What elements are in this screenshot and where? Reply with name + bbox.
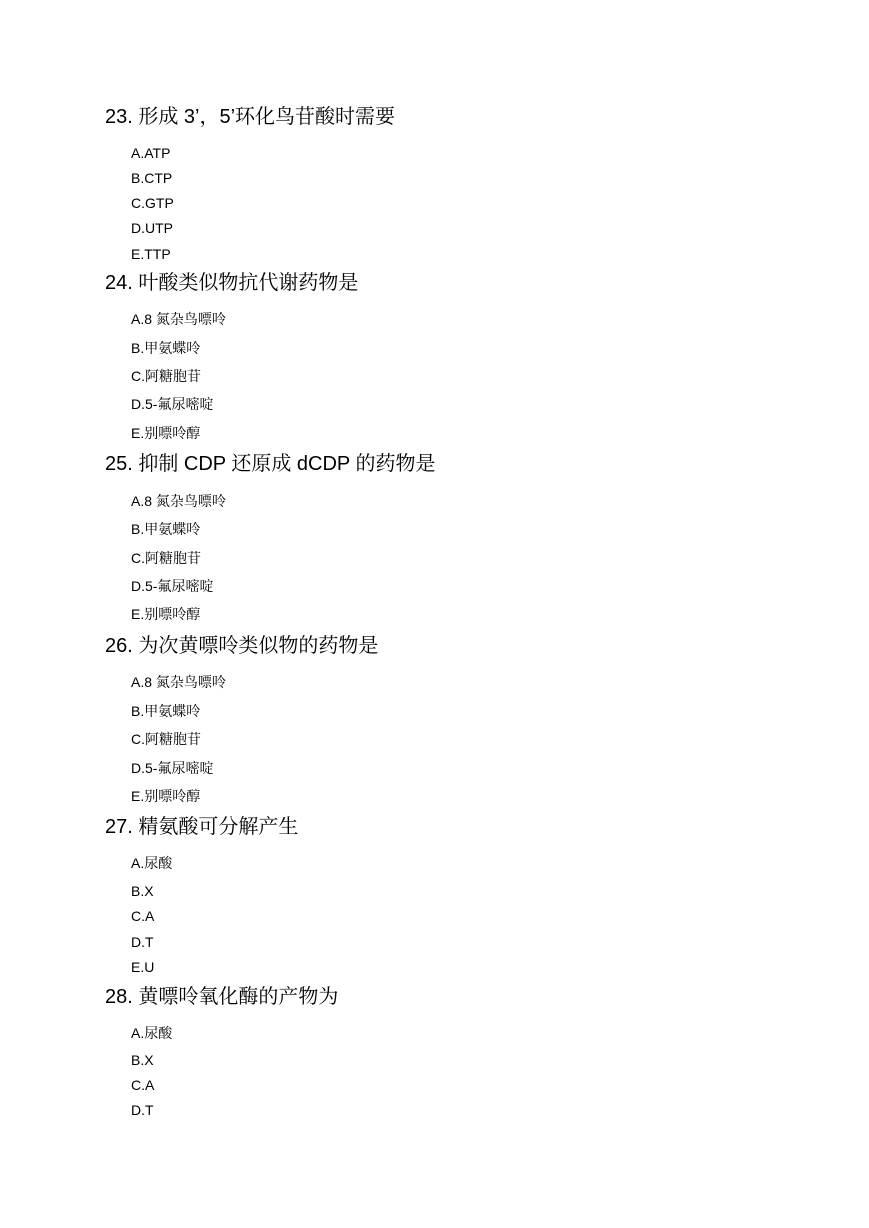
question-27-option-d: D.T [131,934,154,950]
question-28-title: 28. 黄嘌呤氧化酶的产物为 [105,986,339,1008]
question-25-option-d: D.5-氟尿嘧啶 [131,578,214,594]
question-23-option-a: A.ATP [131,145,171,161]
question-27-option-b: B.X [131,883,154,899]
question-27-option-e: E.U [131,959,155,975]
question-28-option-b: B.X [131,1052,154,1068]
question-25-title: 25. 抑制 CDP 还原成 dCDP 的药物是 [105,453,436,475]
question-24-option-b: B.甲氨蝶呤 [131,340,201,356]
question-25-option-b: B.甲氨蝶呤 [131,521,201,537]
question-26-option-a: A.8 氮杂鸟嘌呤 [131,674,226,690]
question-23-option-e: E.TTP [131,246,171,262]
question-25-option-e: E.别嘌呤醇 [131,606,201,622]
question-27-option-c: C.A [131,908,155,924]
question-24-title: 24. 叶酸类似物抗代谢药物是 [105,272,359,294]
question-28-option-a: A.尿酸 [131,1025,173,1041]
question-25-option-a: A.8 氮杂鸟嘌呤 [131,493,226,509]
question-28-option-c: C.A [131,1077,155,1093]
question-26-title: 26. 为次黄嘌呤类似物的药物是 [105,635,379,657]
question-24-option-a: A.8 氮杂鸟嘌呤 [131,311,226,327]
question-27-option-a: A.尿酸 [131,855,173,871]
question-23-option-d: D.UTP [131,220,173,236]
question-26-option-c: C.阿糖胞苷 [131,731,201,747]
question-26-option-d: D.5-氟尿嘧啶 [131,760,214,776]
question-23-option-b: B.CTP [131,170,173,186]
question-24-option-c: C.阿糖胞苷 [131,368,201,384]
question-24-option-d: D.5-氟尿嘧啶 [131,396,214,412]
question-28-option-d: D.T [131,1102,154,1118]
question-25-option-c: C.阿糖胞苷 [131,550,201,566]
question-26-option-e: E.别嘌呤醇 [131,788,201,804]
question-26-option-b: B.甲氨蝶呤 [131,703,201,719]
question-27-title: 27. 精氨酸可分解产生 [105,816,299,838]
question-24-option-e: E.别嘌呤醇 [131,425,201,441]
question-23-title: 23. 形成 3’，5’环化鸟苷酸时需要 [105,106,396,128]
question-23-option-c: C.GTP [131,195,174,211]
